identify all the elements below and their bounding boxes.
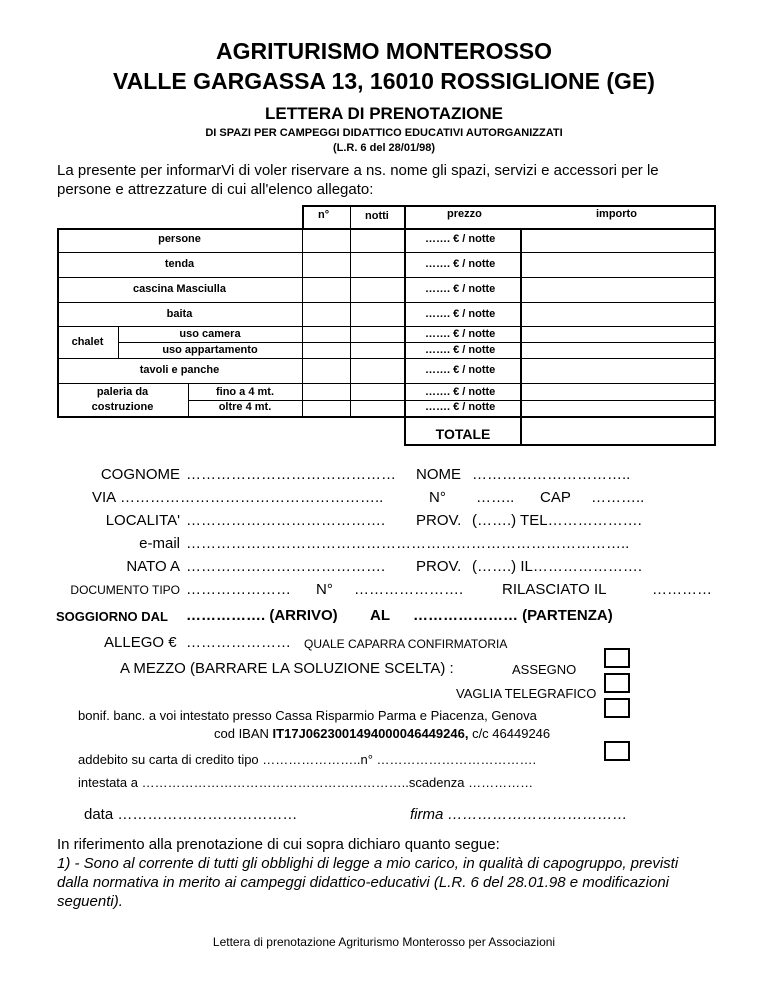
field-email[interactable]: …………………………………………………………………………….. <box>186 535 630 552</box>
row-oltre-4: oltre 4 mt. <box>218 401 272 413</box>
intro-line-1: La presente per informarVi di voler riservare a ns. nome gli spazi, servizi e accessori per le <box>57 162 659 179</box>
row-uso-appartamento: uso appartamento <box>162 344 258 356</box>
cc-number: c/c 46449246 <box>468 726 551 741</box>
declaration-line-1: 1) - Sono al corrente di tutti gli obblighi di legge a mio carico, in qualità di capogruppo, previsti <box>57 855 679 872</box>
field-cap[interactable]: ……….. <box>591 489 645 506</box>
col-notti: notti <box>365 210 389 222</box>
caparra-text: QUALE CAPARRA CONFIRMATORIA <box>304 637 508 651</box>
label-soggiorno: SOGGIORNO DAL <box>56 609 168 624</box>
field-doc-n[interactable]: …………………. <box>354 581 464 598</box>
field-nato[interactable]: …………………………………. <box>186 558 386 575</box>
iban-code: IT17J0623001494000046449246, <box>272 726 469 741</box>
field-via[interactable]: …………………………………………….. <box>120 489 384 506</box>
field-firma[interactable]: firma ……………………………… <box>410 806 628 823</box>
label-prov: PROV. <box>416 512 462 529</box>
payment-method-label: A MEZZO (BARRARE LA SOLUZIONE SCELTA) : <box>120 660 454 677</box>
row-fino-4: fino a 4 mt. <box>215 386 275 398</box>
row-chalet: chalet <box>71 336 104 348</box>
checkbox-vaglia[interactable] <box>604 673 630 693</box>
field-prov-il[interactable]: (…….) IL…………………. <box>472 558 643 575</box>
title-line-1: AGRITURISMO MONTEROSSO <box>215 38 553 64</box>
field-num[interactable]: …….. <box>476 489 515 506</box>
label-nato: NATO A <box>126 558 180 575</box>
price-oltre-4: ……. € / notte <box>425 401 496 413</box>
price-persone: ……. € / notte <box>425 233 496 245</box>
label-allego: ALLEGO € <box>104 634 177 651</box>
checkbox-assegno[interactable] <box>604 648 630 668</box>
document-subtitle: DI SPAZI PER CAMPEGGI DIDATTICO EDUCATIVI AUTORGANIZZATI <box>205 127 563 139</box>
row-baita: baita <box>166 308 193 320</box>
label-localita: LOCALITA' <box>105 512 180 529</box>
field-documento[interactable]: ………………… <box>186 581 291 598</box>
label-prov-2: PROV. <box>416 558 462 575</box>
col-prezzo: prezzo <box>447 208 482 220</box>
col-n: n° <box>318 209 330 221</box>
option-bonifico: bonif. banc. a voi intestato presso Cassa Risparmio Parma e Piacenza, Genova <box>78 708 537 723</box>
label-documento: DOCUMENTO TIPO <box>70 583 180 597</box>
label-email: e-mail <box>139 535 180 552</box>
declaration-line-3: seguenti). <box>57 893 123 910</box>
label-cap: CAP <box>540 489 571 506</box>
field-allego[interactable]: ………………… <box>186 634 291 651</box>
row-cascina: cascina Masciulla <box>133 283 226 295</box>
checkbox-carta-credito[interactable] <box>604 741 630 761</box>
declaration-intro: In riferimento alla prenotazione di cui sopra dichiaro quanto segue: <box>57 836 500 853</box>
col-importo: importo <box>596 208 637 220</box>
price-tenda: ……. € / notte <box>425 258 496 270</box>
row-tavoli: tavoli e panche <box>139 364 220 376</box>
label-cognome: COGNOME <box>100 466 180 483</box>
price-uso-camera: ……. € / notte <box>425 328 496 340</box>
law-reference: (L.R. 6 del 28/01/98) <box>332 142 436 154</box>
carta-intestata: intestata a ……………………………………………………..scadenza …………… <box>78 775 534 790</box>
row-paleria-1: paleria da <box>96 386 149 398</box>
field-data[interactable]: data ……………………………… <box>84 806 298 823</box>
price-cascina: ……. € / notte <box>425 283 496 295</box>
label-via: VIA <box>92 489 117 506</box>
iban-label: cod IBAN <box>214 726 273 741</box>
label-al: AL <box>370 607 390 624</box>
row-uso-camera: uso camera <box>179 328 241 340</box>
declaration-line-2: dalla normativa in merito ai campeggi didattico-educativi (L.R. 6 del 28.01.98 e modificazioni <box>57 874 669 891</box>
title-line-2: VALLE GARGASSA 13, 16010 ROSSIGLIONE (GE) <box>113 68 655 94</box>
option-carta-credito: addebito su carta di credito tipo …………………..n° ………………………………. <box>78 752 537 767</box>
field-nome[interactable]: ………………………….. <box>472 466 631 483</box>
row-persone: persone <box>158 233 201 245</box>
price-uso-appartamento: ……. € / notte <box>425 344 496 356</box>
field-partenza[interactable]: ………………… (PARTENZA) <box>413 607 613 624</box>
document-title: LETTERA DI PRENOTAZIONE <box>265 104 503 123</box>
row-tenda: tenda <box>164 258 195 270</box>
label-doc-n: N° <box>316 581 333 598</box>
option-vaglia: VAGLIA TELEGRAFICO <box>456 686 597 701</box>
price-baita: ……. € / notte <box>425 308 496 320</box>
totale-label: TOTALE <box>435 426 491 442</box>
price-fino-4: ……. € / notte <box>425 386 496 398</box>
option-assegno: ASSEGNO <box>512 662 577 677</box>
label-rilasciato: RILASCIATO IL <box>502 581 607 598</box>
field-cognome[interactable]: …………………………………… <box>186 466 396 483</box>
field-prov-tel[interactable]: (…….) TEL………………. <box>472 512 642 529</box>
intro-line-2: persone e attrezzature di cui all'elenco allegato: <box>57 181 374 198</box>
price-tavoli: ……. € / notte <box>425 364 496 376</box>
field-arrivo[interactable]: ……………. (ARRIVO) <box>186 607 338 624</box>
field-rilasciato[interactable]: ………… <box>652 581 712 598</box>
label-nome: NOME <box>416 466 461 483</box>
label-num: N° <box>429 489 446 506</box>
page-footer: Lettera di prenotazione Agriturismo Monterosso per Associazioni <box>212 935 556 949</box>
iban-line <box>214 726 550 741</box>
checkbox-bonifico[interactable] <box>604 698 630 718</box>
row-paleria-2: costruzione <box>91 401 154 413</box>
field-localita[interactable]: …………………………………. <box>186 512 386 529</box>
